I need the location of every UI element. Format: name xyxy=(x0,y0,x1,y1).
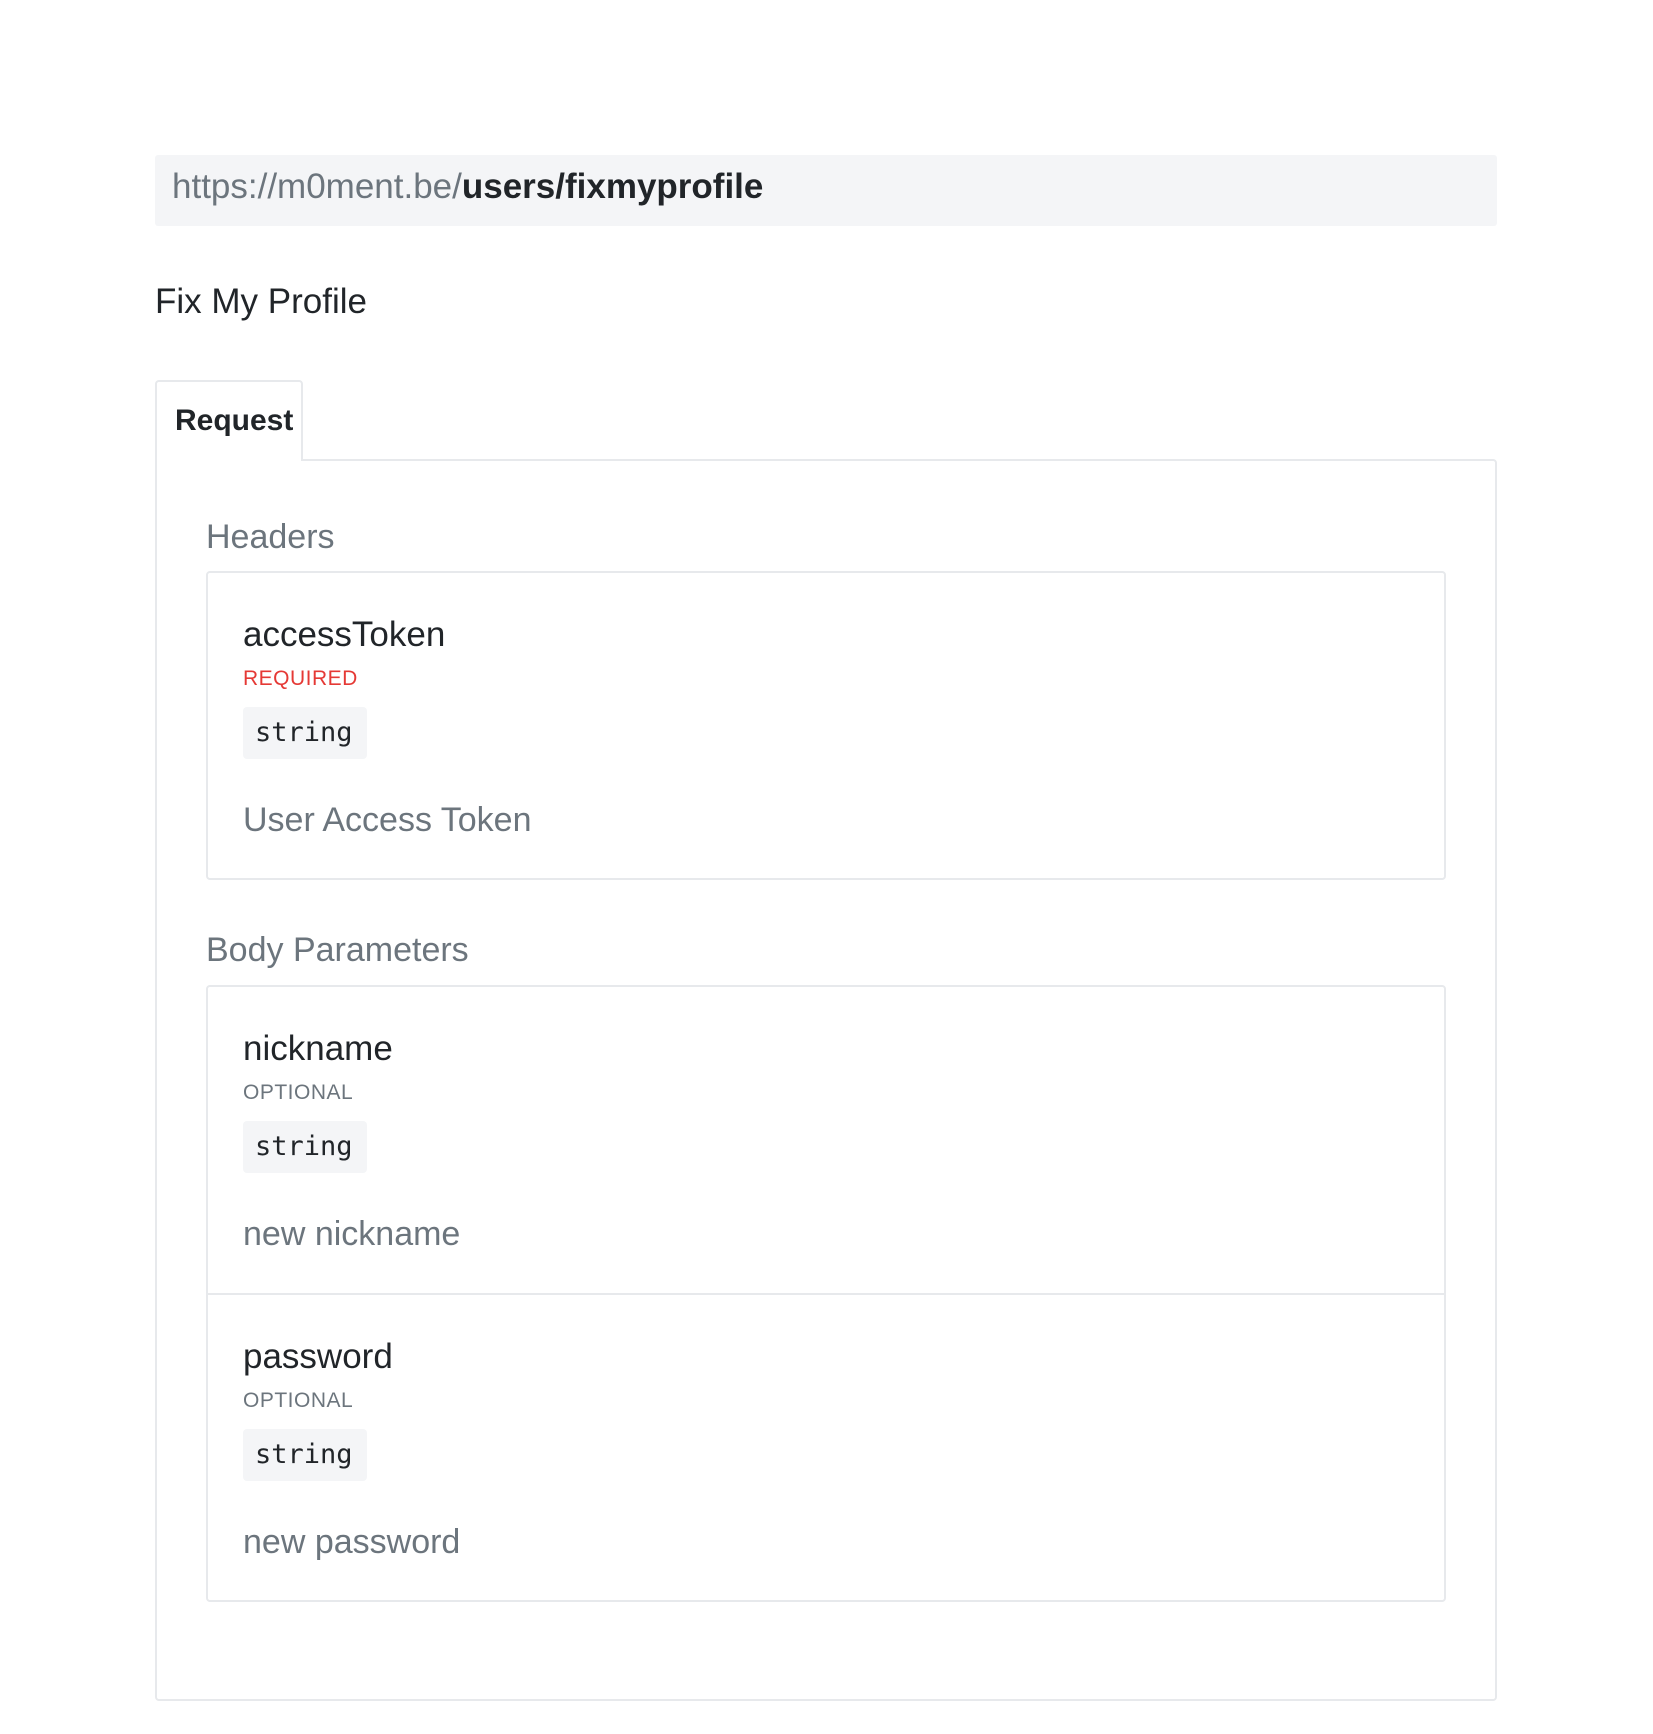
param-description: new password xyxy=(243,1523,461,1561)
headers-section-title: Headers xyxy=(206,518,335,556)
param-type: string xyxy=(243,1121,367,1173)
optional-badge: OPTIONAL xyxy=(243,1389,354,1412)
endpoint-base-url: https://m0ment.be/ xyxy=(172,167,462,206)
param-type: string xyxy=(243,1429,367,1481)
headers-param-list xyxy=(206,571,1446,880)
param-type: string xyxy=(243,707,367,759)
body-params-section-title: Body Parameters xyxy=(206,931,469,969)
param-password xyxy=(208,1293,1444,1600)
param-description: User Access Token xyxy=(243,801,532,839)
param-name: accessToken xyxy=(243,615,446,654)
required-badge: REQUIRED xyxy=(243,667,358,690)
body-param-list xyxy=(206,985,1446,1602)
endpoint-path: users/fixmyprofile xyxy=(461,167,764,206)
page-title: Fix My Profile xyxy=(155,282,367,321)
param-nickname xyxy=(208,987,1444,1293)
optional-badge: OPTIONAL xyxy=(243,1081,354,1104)
param-description: new nickname xyxy=(243,1215,461,1253)
param-access-token xyxy=(208,573,1444,878)
param-name: password xyxy=(243,1337,393,1376)
tab-request[interactable] xyxy=(155,380,303,461)
param-name: nickname xyxy=(243,1029,393,1068)
endpoint-url xyxy=(155,155,1497,226)
tab-request-label: Request xyxy=(175,404,294,437)
